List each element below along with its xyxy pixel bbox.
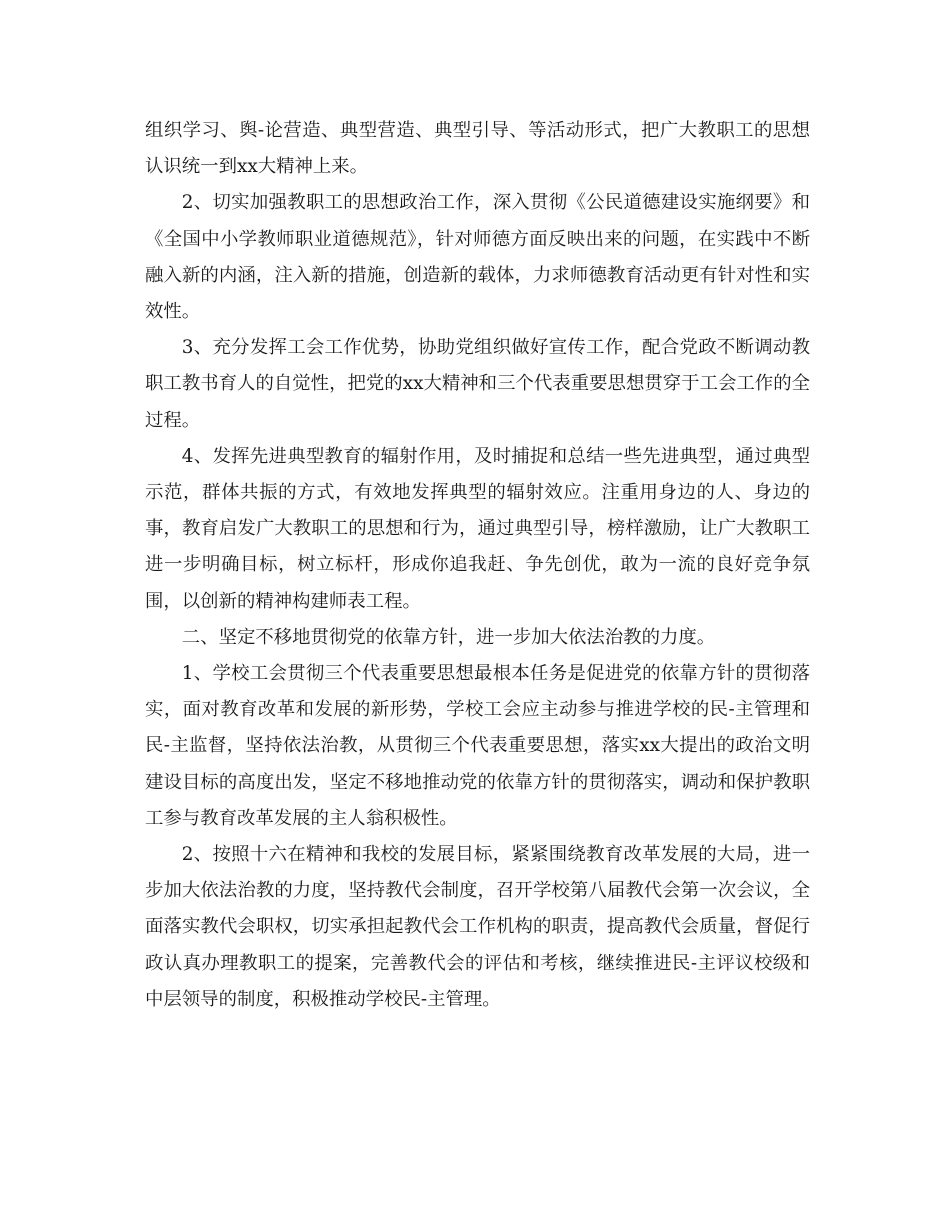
paragraph-1: 组织学习、舆-论营造、典型营造、典型引导、等活动形式，把广大教职工的思想认识统一到xx大精神上来。 <box>145 120 810 178</box>
section-heading: 二、坚定不移地贯彻党的依靠方针，进一步加大依法治教的力度。 <box>181 626 716 648</box>
paragraph-4: 4、发挥先进典型教育的辐射作用，及时捕捉和总结一些先进典型，通过典型示范，群体共振的方式，有效地发挥典型的辐射效应。注重用身边的人、身边的事，教育启发广大教职工的思想和行为，通过典型引导，榜样激励，让广大教职工进一步明确目标，树立标杆，形成你追我赶、争先创优，敢为一流的良好竞争氛围，以创新的精神构建师表工程。 <box>145 445 810 612</box>
paragraph-5: 1、学校工会贯彻三个代表重要思想最根本任务是促进党的依靠方针的贯彻落实，面对教育改革和发展的新形势，学校工会应主动参与推进学校的民-主管理和民-主监督，坚持依法治教，从贯彻三个代表重要思想，落实xx大提出的政治文明建设目标的高度出发，坚定不移地推动党的依靠方针的贯彻落实，调动和保护教职工参与教育改革发展的主人翁积极性。 <box>145 663 810 829</box>
document-body <box>145 113 810 1018</box>
paragraph-2: 2、切实加强教职工的思想政治工作，深入贯彻《公民道德建设实施纲要》和《全国中小学教师职业道德规范》，针对师德方面反映出来的问题，在实践中不断融入新的内涵，注入新的措施，创造新的载体，力求师德教育活动更有针对性和实效性。 <box>145 192 810 323</box>
paragraph-6: 2、按照十六在精神和我校的发展目标，紧紧围绕教育改革发展的大局，进一步加大依法治教的力度，坚持教代会制度，召开学校第八届教代会第一次会议，全面落实教代会职权，切实承担起教代会工作机构的职责，提高教代会质量，督促行政认真办理教职工的提案，完善教代会的评估和考核，继续推进民-主评议校级和中层领导的制度，积极推动学校民-主管理。 <box>145 844 810 1010</box>
paragraph-3: 3、充分发挥工会工作优势，协助党组织做好宣传工作，配合党政不断调动教职工教书育人的自觉性，把党的xx大精神和三个代表重要思想贯穿于工会工作的全过程。 <box>145 337 810 431</box>
